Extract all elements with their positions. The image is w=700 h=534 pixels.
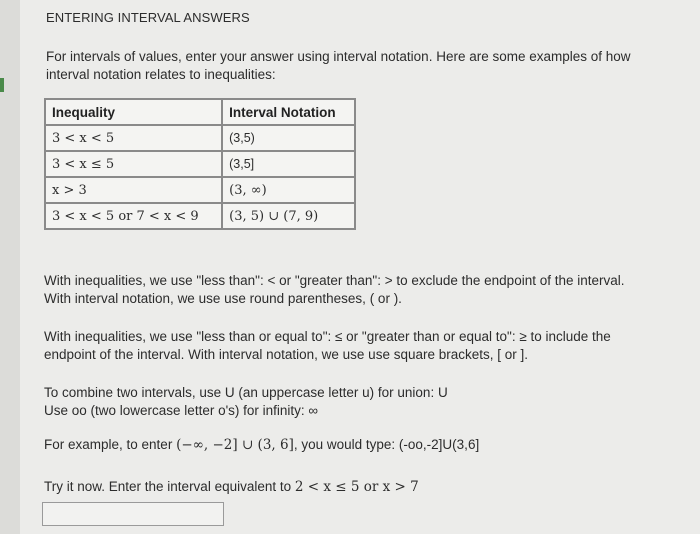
example-mid: , you would type: [293, 437, 396, 452]
example-paragraph [44, 436, 654, 454]
notation-cell: (3,5] [222, 151, 355, 177]
table-row [45, 125, 355, 151]
paragraph-line: Use oo (two lowercase letter o's) for infinity: ∞ [44, 403, 319, 418]
prompt-prefix: Try it now. Enter the interval equivalent to [44, 479, 292, 494]
paragraph-line: With inequalities, we use "less than or equal to": ≤ or "greater than or equal to": ≥ to include the [44, 329, 611, 344]
answer-input[interactable] [42, 502, 224, 526]
header-inequality: Inequality [45, 99, 222, 125]
answer-status-marker [0, 78, 4, 92]
table-header-row [45, 99, 355, 125]
examples-table [44, 98, 356, 230]
inequality-cell: x > 3 [45, 177, 222, 203]
inequality-cell: 3 < x < 5 or 7 < x < 9 [45, 203, 222, 229]
example-prefix: For example, to enter [44, 437, 173, 452]
header-interval-notation: Interval Notation [222, 99, 355, 125]
notation-cell: (3, 5) ∪ (7, 9) [222, 203, 355, 229]
notation-cell: (3,5) [222, 125, 355, 151]
paragraph-line: To combine two intervals, use U (an uppercase letter u) for union: U [44, 385, 448, 400]
paragraph-line: With inequalities, we use "less than": < or "greater than": > to exclude the endpoint of the interval. [44, 273, 625, 288]
example-interval-math: (−∞, −2] ∪ (3, 6] [176, 437, 294, 453]
inequality-cell: 3 < x ≤ 5 [45, 151, 222, 177]
exclusive-endpoint-paragraph [44, 272, 654, 308]
table-row [45, 151, 355, 177]
union-infinity-paragraph [44, 384, 654, 420]
intro-text: For intervals of values, enter your answer using interval notation. Here are some examples of how interval notation relates to inequalities: [46, 49, 631, 82]
table-row [45, 203, 355, 229]
notation-cell: (3, ∞) [222, 177, 355, 203]
paragraph-line: With interval notation, we use use round parentheses, ( or ). [44, 291, 402, 306]
table-row [45, 177, 355, 203]
section-heading: ENTERING INTERVAL ANSWERS [46, 10, 250, 25]
inequality-cell: 3 < x < 5 [45, 125, 222, 151]
example-typed-answer: (-oo,-2]U(3,6] [398, 437, 480, 452]
try-it-prompt [44, 478, 654, 496]
inclusive-endpoint-paragraph [44, 328, 654, 364]
paragraph-line: endpoint of the interval. With interval notation, we use use square brackets, [ or ]. [44, 347, 529, 362]
prompt-inequality-math: 2 < x ≤ 5 or x > 7 [294, 479, 419, 495]
